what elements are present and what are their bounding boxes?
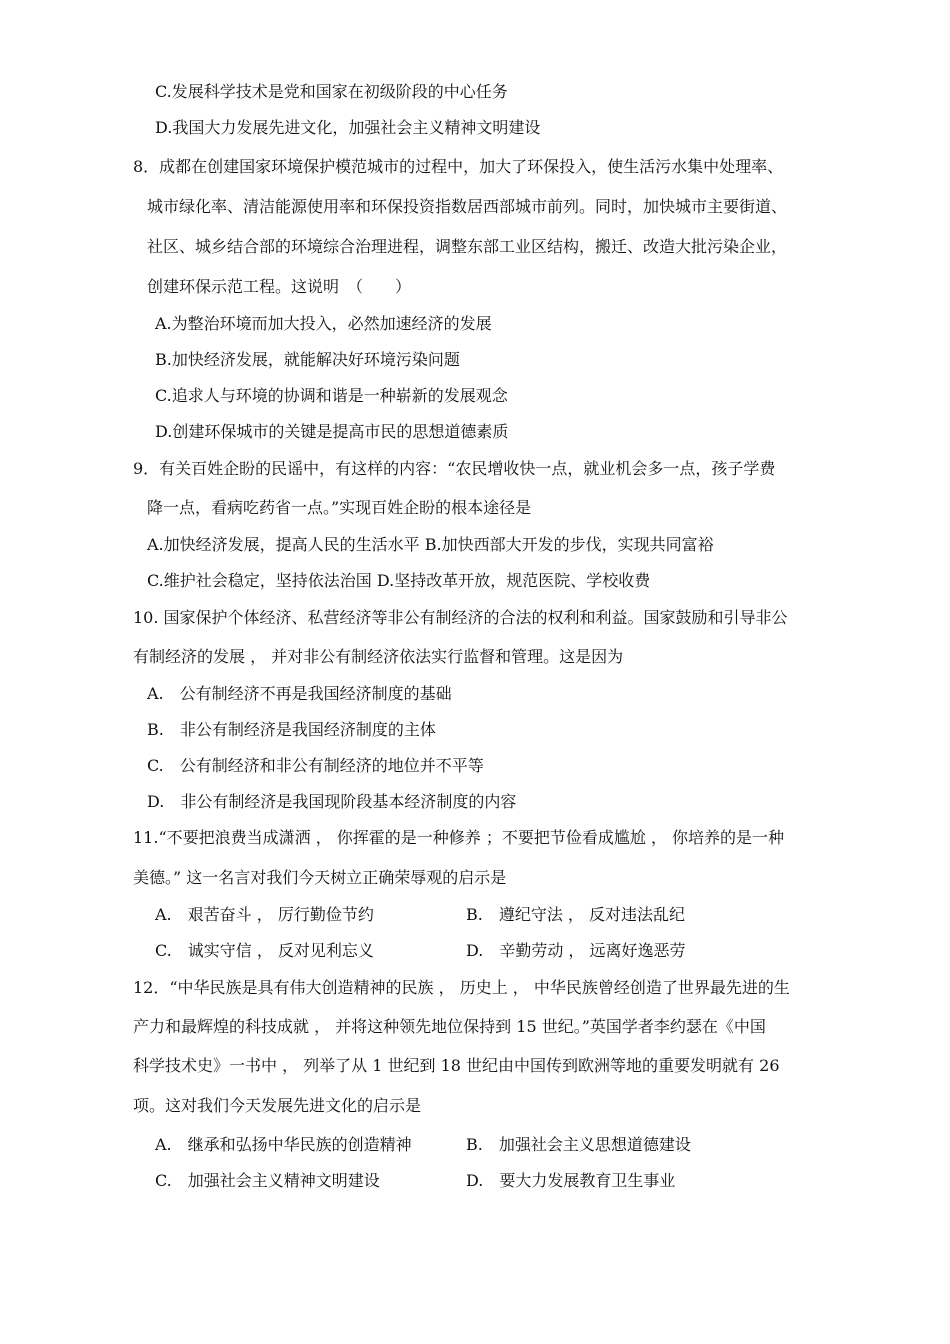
q12-option-c: C. 加强社会主义精神文明建设: [155, 1171, 380, 1190]
q9-options-ab: A.加快经济发展，提高人民的生活水平 B.加快西部大开发的步伐，实现共同富裕: [147, 535, 714, 554]
q12-stem-line-1: 12．“中华民族是具有伟大创造精神的民族 ， 历史上 ， 中华民族曾经创造了世界最先进的生: [133, 978, 790, 997]
q7-option-c: C.发展科学技术是党和国家在初级阶段的中心任务: [155, 82, 508, 101]
q11-option-d: D. 辛勤劳动 ， 远离好逸恶劳: [466, 941, 686, 960]
q12-stem-line-2: 产力和最辉煌的科技成就 ， 并将这种领先地位保持到 15 世纪。”英国学者李约瑟在《中国: [133, 1017, 766, 1036]
q10-option-c: C. 公有制经济和非公有制经济的地位并不平等: [147, 756, 484, 775]
q10-option-d: D. 非公有制经济是我国现阶段基本经济制度的内容: [147, 792, 517, 811]
q8-option-a: A.为整治环境而加大投入，必然加速经济的发展: [155, 314, 492, 333]
q8-stem-line-2: 城市绿化率、清洁能源使用率和环保投资指数居西部城市前列。同时，加快城市主要街道、: [147, 197, 788, 216]
q11-option-b: B. 遵纪守法 ， 反对违法乱纪: [466, 905, 686, 924]
q12-option-a: A. 继承和弘扬中华民族的创造精神: [155, 1135, 412, 1154]
q10-option-b: B. 非公有制经济是我国经济制度的主体: [147, 720, 436, 739]
q9-stem-line-1: 9．有关百姓企盼的民谣中，有这样的内容：“农民增收快一点，就业机会多一点，孩子学费: [133, 459, 776, 478]
q8-option-c: C.追求人与环境的协调和谐是一种崭新的发展观念: [155, 386, 508, 405]
q12-option-b: B. 加强社会主义思想道德建设: [466, 1135, 691, 1154]
q8-option-b: B.加快经济发展，就能解决好环境污染问题: [155, 350, 460, 369]
q11-option-c: C. 诚实守信 ， 反对见利忘义: [155, 941, 374, 960]
q12-stem-line-3: 科学技术史》一书中 ， 列举了从 1 世纪到 18 世纪由中国传到欧洲等地的重要发明就有 26: [133, 1056, 780, 1075]
q8-stem-line-1: 8．成都在创建国家环境保护模范城市的过程中，加大了环保投入，使生活污水集中处理率、: [133, 157, 784, 176]
q12-option-d: D. 要大力发展教育卫生事业: [466, 1171, 676, 1190]
q9-stem-line-2: 降一点，看病吃药省一点。”实现百姓企盼的根本途径是: [147, 498, 532, 517]
q11-stem-line-1: 11.“不要把浪费当成潇洒 ， 你挥霍的是一种修养 ；不要把节俭看成尴尬 ， 你培养的是一种: [133, 828, 785, 847]
q9-options-cd: C.维护社会稳定，坚持依法治国 D.坚持改革开放，规范医院、学校收费: [147, 571, 651, 590]
q8-option-d: D.创建环保城市的关键是提高市民的思想道德素质: [155, 422, 509, 441]
q8-stem-line-3: 社区、城乡结合部的环境综合治理进程，调整东部工业区结构，搬迁、改造大批污染企业，: [147, 237, 788, 256]
q10-stem-line-1: 10. 国家保护个体经济、私营经济等非公有制经济的合法的权利和利益。国家鼓励和引导非公: [133, 608, 788, 627]
q7-option-d: D.我国大力发展先进文化，加强社会主义精神文明建设: [155, 118, 541, 137]
q11-option-a: A. 艰苦奋斗 ， 厉行勤俭节约: [155, 905, 374, 924]
q10-stem-line-2: 有制经济的发展 ， 并对非公有制经济依法实行监督和管理。这是因为: [133, 647, 624, 666]
q12-stem-line-4: 项。这对我们今天发展先进文化的启示是: [133, 1096, 422, 1115]
q11-stem-line-2: 美德。” 这一名言对我们今天树立正确荣辱观的启示是: [133, 868, 507, 887]
q10-option-a: A. 公有制经济不再是我国经济制度的基础: [147, 684, 452, 703]
q8-stem-line-4: 创建环保示范工程。这说明 （ ）: [147, 277, 412, 296]
